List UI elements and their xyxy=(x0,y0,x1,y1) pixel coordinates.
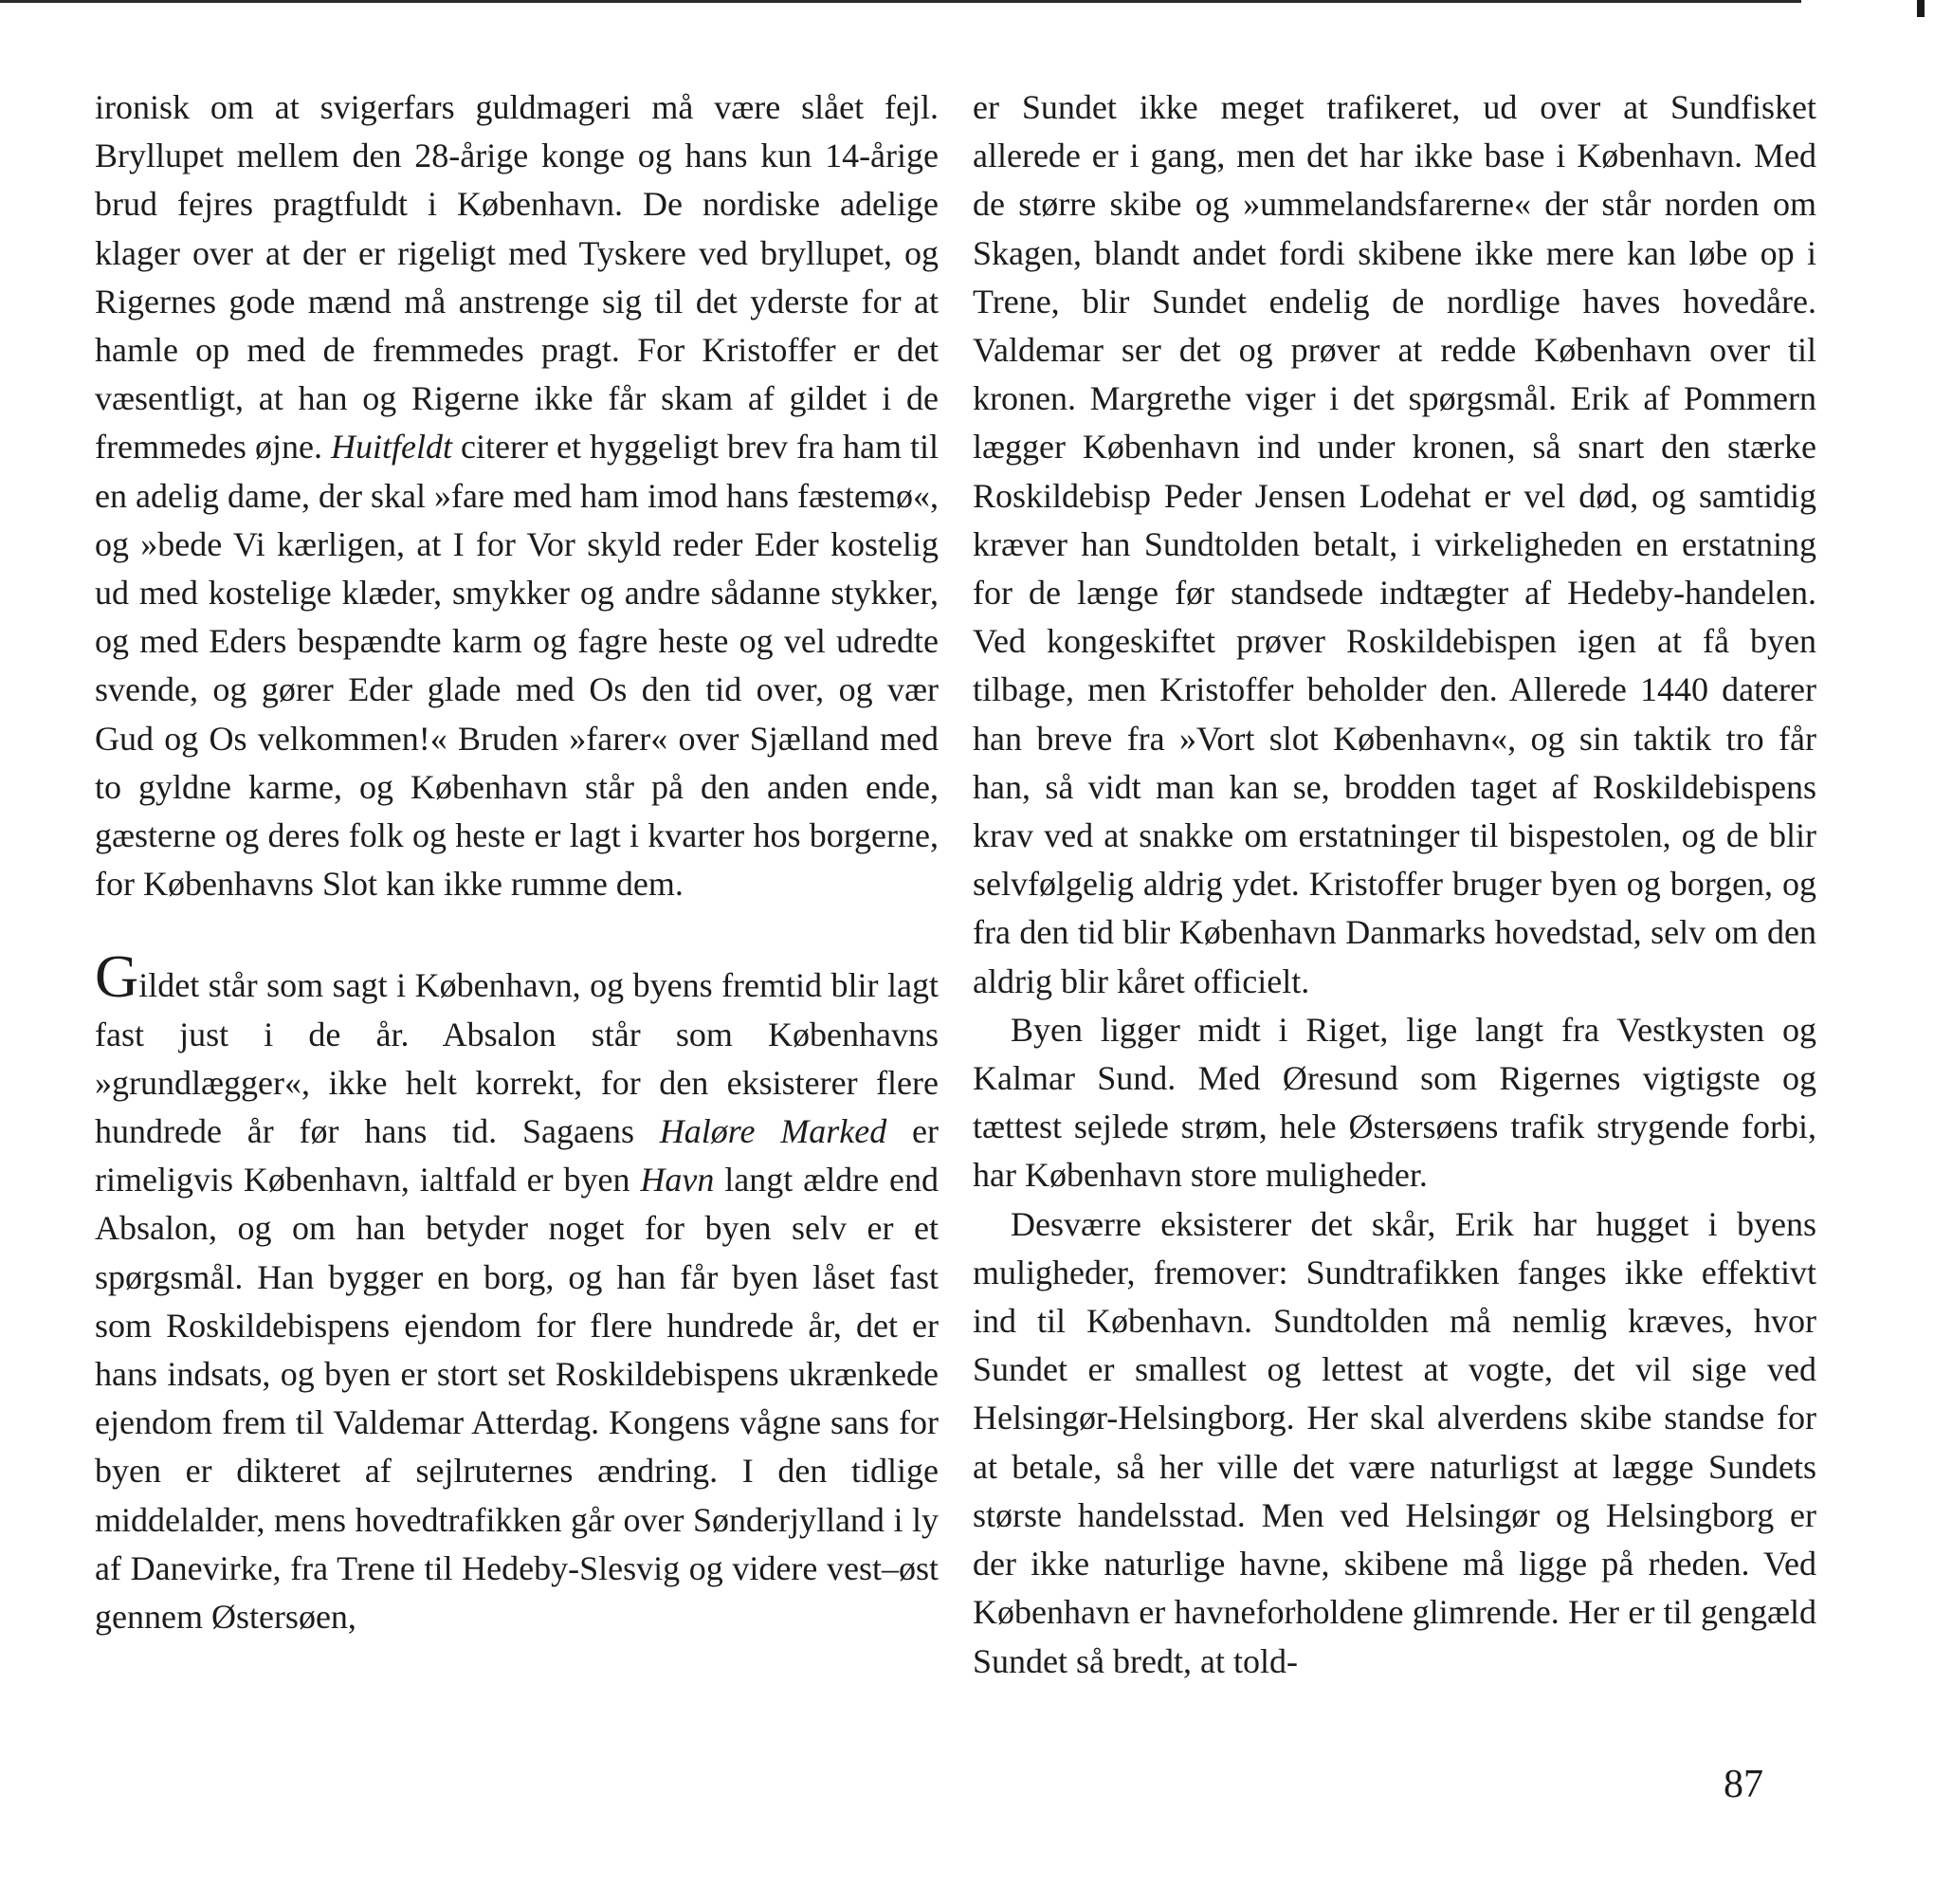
italic-name-halore-marked: Haløre Marked xyxy=(659,1112,887,1151)
left-column xyxy=(95,83,939,1641)
text-run: langt ældre end Absalon, og om han betyder noget for byen selv er et spørgsmål. Han bygger en borg, og han får byen låset fast som Roskildebispens ejendom for flere hundrede år, det er hans indsats, og byen er stort set Roskildebispens ukrænkede ejendom frem til Valdemar Atterdag. Kongens vågne sans for byen er dikteret af sejlruternes ændring. I den tidlige middelalder, mens hovedtrafikken går over Sønderjylland i ly af Danevirke, fra Trene til Hedeby-Slesvig og videre vest–øst gennem Østersøen, xyxy=(95,1161,939,1637)
right-column xyxy=(973,83,1816,1686)
left-paragraph-2 xyxy=(95,943,940,1641)
top-rule xyxy=(0,0,1801,3)
text-run: ildet står som sagt i København, og byens fremtid blir lagt fast just i de år. Absalon står som Københavns »grundlægger«, ikke helt korrekt, for den eksisterer flere hundrede år før hans tid. Sagaens xyxy=(95,966,939,1151)
right-paragraph-3: Desværre eksisterer det skår, Erik har hugget i byens muligheder, fremover: Sundtrafikken fanges ikke effektivt ind til København. Sundtolden må nemlig kræves, hvor Sundet er smallest og lettest at vogte, det vil sige ved Helsingør-Helsingborg. Her skal alverdens skibe standse for at betale, så her ville det være naturligst at lægge Sundets største handelsstad. Men ved Helsingør og Helsingborg er der ikke naturlige havne, skibene må ligge på rheden. Ved København er havneforholdene glimrende. Her er til gengæld Sundet så bredt, at told- xyxy=(973,1204,1816,1680)
right-paragraph-1: er Sundet ikke meget trafikeret, ud over at Sundfisket allerede er i gang, men det har ikke base i København. Med de større skibe og »ummelandsfarerne« der står norden om Skagen, blandt andet fordi skibene ikke mere kan løbe op i Trene, blir Sundet endelig de nordlige haves hovedåre. Valdemar ser det og prøver at redde København over til kronen. Margrethe viger i det spørgsmål. Erik af Pommern lægger København ind under kronen, så snart den stærke Roskildebisp Peder Jensen Lodehat er vel død, og samtidig kræver han Sundtolden betalt, i virkeligheden en erstatning for de længe før standsede indtægter af Hedeby-handelen. Ved kongeskiftet prøver Roskildebispen igen at få byen tilbage, men Kristoffer beholder den. Allerede 1440 daterer han breve fra »Vort slot København«, og sin taktik tro får han, så vidt man kan se, brodden taget af Roskildebispens krav ved at snakke om erstatninger til bispestolen, og de blir selvfølgelig aldrig ydet. Kristoffer bruger byen og borgen, og fra den tid blir København Danmarks hovedstad, selv om den aldrig blir kåret officielt. xyxy=(973,88,1816,1000)
right-paragraph-2: Byen ligger midt i Riget, lige langt fra Vestkysten og Kalmar Sund. Med Øresund som Rigernes vigtigste og tættest sejlede strøm, hele Østersøens trafik strygende forbi, har København store muligheder. xyxy=(973,1010,1816,1195)
text-run: ironisk om at svigerfars guldmageri må være slået fejl. Bryllupet mellem den 28-årige konge og hans kun 14-årige brud fejres pragtfuldt i København. De nordiske adelige klager over at der er rigeligt med Tyskere ved bryllupet, og Rigernes gode mænd må anstrenge sig til det yderste for at hamle op med de fremmedes pragt. For Kristoffer er det væsentligt, at han og Rigerne ikke får skam af gildet i de fremmedes øjne. xyxy=(95,88,939,467)
page-number: 87 xyxy=(1724,1763,1763,1806)
initial-letter: G xyxy=(95,943,139,1011)
text-run: er rimeligvis København, ialtfald er byen xyxy=(95,1112,940,1199)
text-run: citerer et hyggeligt brev fra ham til en adelig dame, der skal »fare med ham imod hans fæstemø«, og »bede Vi kærligen, at I for Vor skyld reder Eder kostelig ud med kostelige klæder, smykker og andre sådanne stykker, og med Eders bespændte karm og fagre heste og vel udredte svende, og gører Eder glade med Os den tid over, og vær Gud og Os velkommen!« Bruden »farer« over Sjælland med to gyldne karme, og København står på den anden ende, gæsterne og deres folk og heste er lagt i kvarter hos borgerne, for Københavns Slot kan ikke rumme dem. xyxy=(95,428,940,904)
italic-name-havn: Havn xyxy=(640,1161,715,1199)
left-paragraph-1 xyxy=(95,83,939,908)
corner-mark xyxy=(1917,0,1925,17)
italic-name-huitfeldt: Huitfeldt xyxy=(330,428,452,467)
